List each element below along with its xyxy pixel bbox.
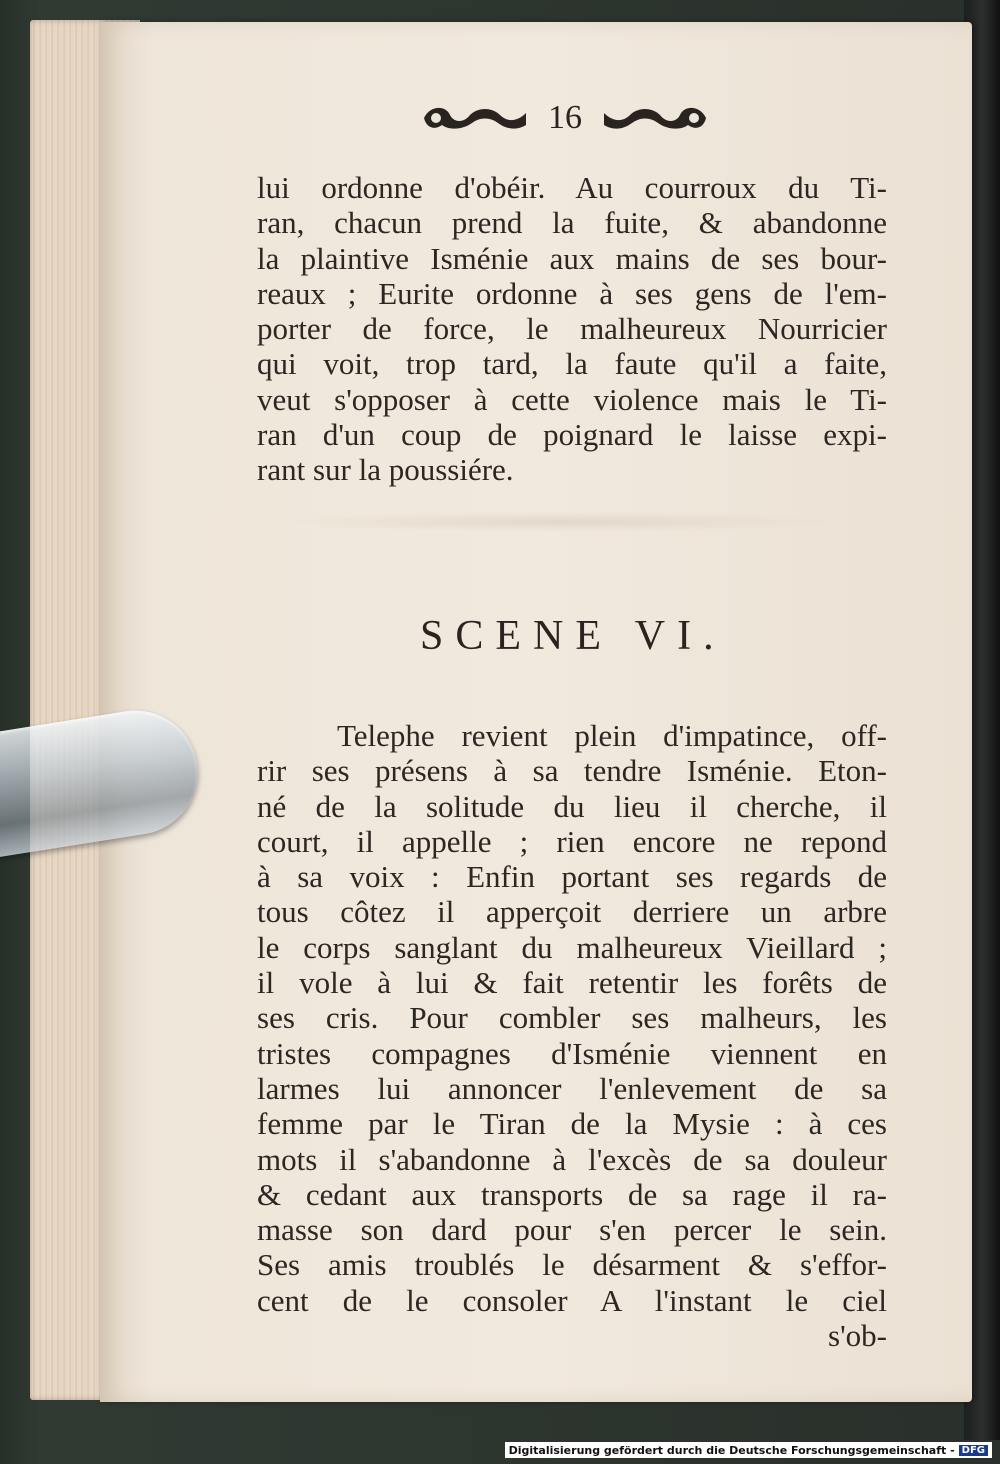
left-ornament-icon xyxy=(420,101,530,135)
text-line: larmes lui annoncer l'enlevement de sa xyxy=(257,1070,887,1106)
text-line: masse son dard pour s'en percer le sein. xyxy=(257,1212,887,1248)
text-line: tristes compagnes d'Isménie viennent en xyxy=(257,1035,887,1071)
catchword: s'ob- xyxy=(828,1318,887,1354)
text-line: Ses amis troublés le désarment & s'effor- xyxy=(257,1247,887,1283)
dfg-logo: DFG xyxy=(959,1445,988,1456)
text-line: le corps sanglant du malheureux Vieillard ; xyxy=(257,929,887,965)
text-line: reaux ; Eurite ordonne à ses gens de l'em- xyxy=(257,275,887,311)
page-header xyxy=(420,90,720,146)
text-line: mots il s'abandonne à l'excès de sa douleur xyxy=(257,1141,887,1177)
text-line: ran d'un coup de poignard le laisse expi- xyxy=(257,417,887,453)
credit-text: Digitalisierung gefördert durch die Deutsche Forschungsgemeinschaft - xyxy=(508,1443,955,1457)
paragraph-top xyxy=(257,170,887,488)
text-line: rir ses présens à sa tendre Isménie. Eton- xyxy=(257,753,887,789)
text-line: porter de force, le malheureux Nourricier xyxy=(257,311,887,347)
text-line: & cedant aux transports de sa rage il ra- xyxy=(257,1176,887,1212)
text-line: lui ordonne d'obéir. Au courroux du Ti- xyxy=(257,170,887,205)
text-line: la plaintive Isménie aux mains de ses bour- xyxy=(257,240,887,276)
text-line: femme par le Tiran de la Mysie : à ces xyxy=(257,1106,887,1142)
page-number: 16 xyxy=(548,99,582,136)
text-line: ran, chacun prend la fuite, & abandonne xyxy=(257,205,887,241)
paragraph-bottom xyxy=(257,718,887,1353)
text-line: veut s'opposer à cette violence mais le Ti- xyxy=(257,381,887,417)
text-line: rant sur la poussiére. xyxy=(257,452,514,488)
text-line: tous côtez il apperçoit derriere un arbre xyxy=(257,894,887,930)
text-line: cent de le consoler A l'instant le ciel xyxy=(257,1282,887,1318)
scene-heading: SCENE VI. xyxy=(420,613,726,659)
text-line: Telephe revient plein d'impatince, off- xyxy=(337,718,887,753)
digitization-credit xyxy=(505,1442,992,1458)
paper-smudge xyxy=(280,512,840,532)
text-line: qui voit, trop tard, la faute qu'il a faite, xyxy=(257,346,887,382)
text-line: il vole à lui & fait retentir les forêts de xyxy=(257,965,887,1001)
right-ornament-icon xyxy=(600,101,710,135)
text-line: à sa voix : Enfin portant ses regards de xyxy=(257,859,887,895)
text-line: court, il appelle ; rien encore ne repond xyxy=(257,823,887,859)
text-line: né de la solitude du lieu il cherche, il xyxy=(257,788,887,824)
text-line: ses cris. Pour combler ses malheurs, les xyxy=(257,1000,887,1036)
